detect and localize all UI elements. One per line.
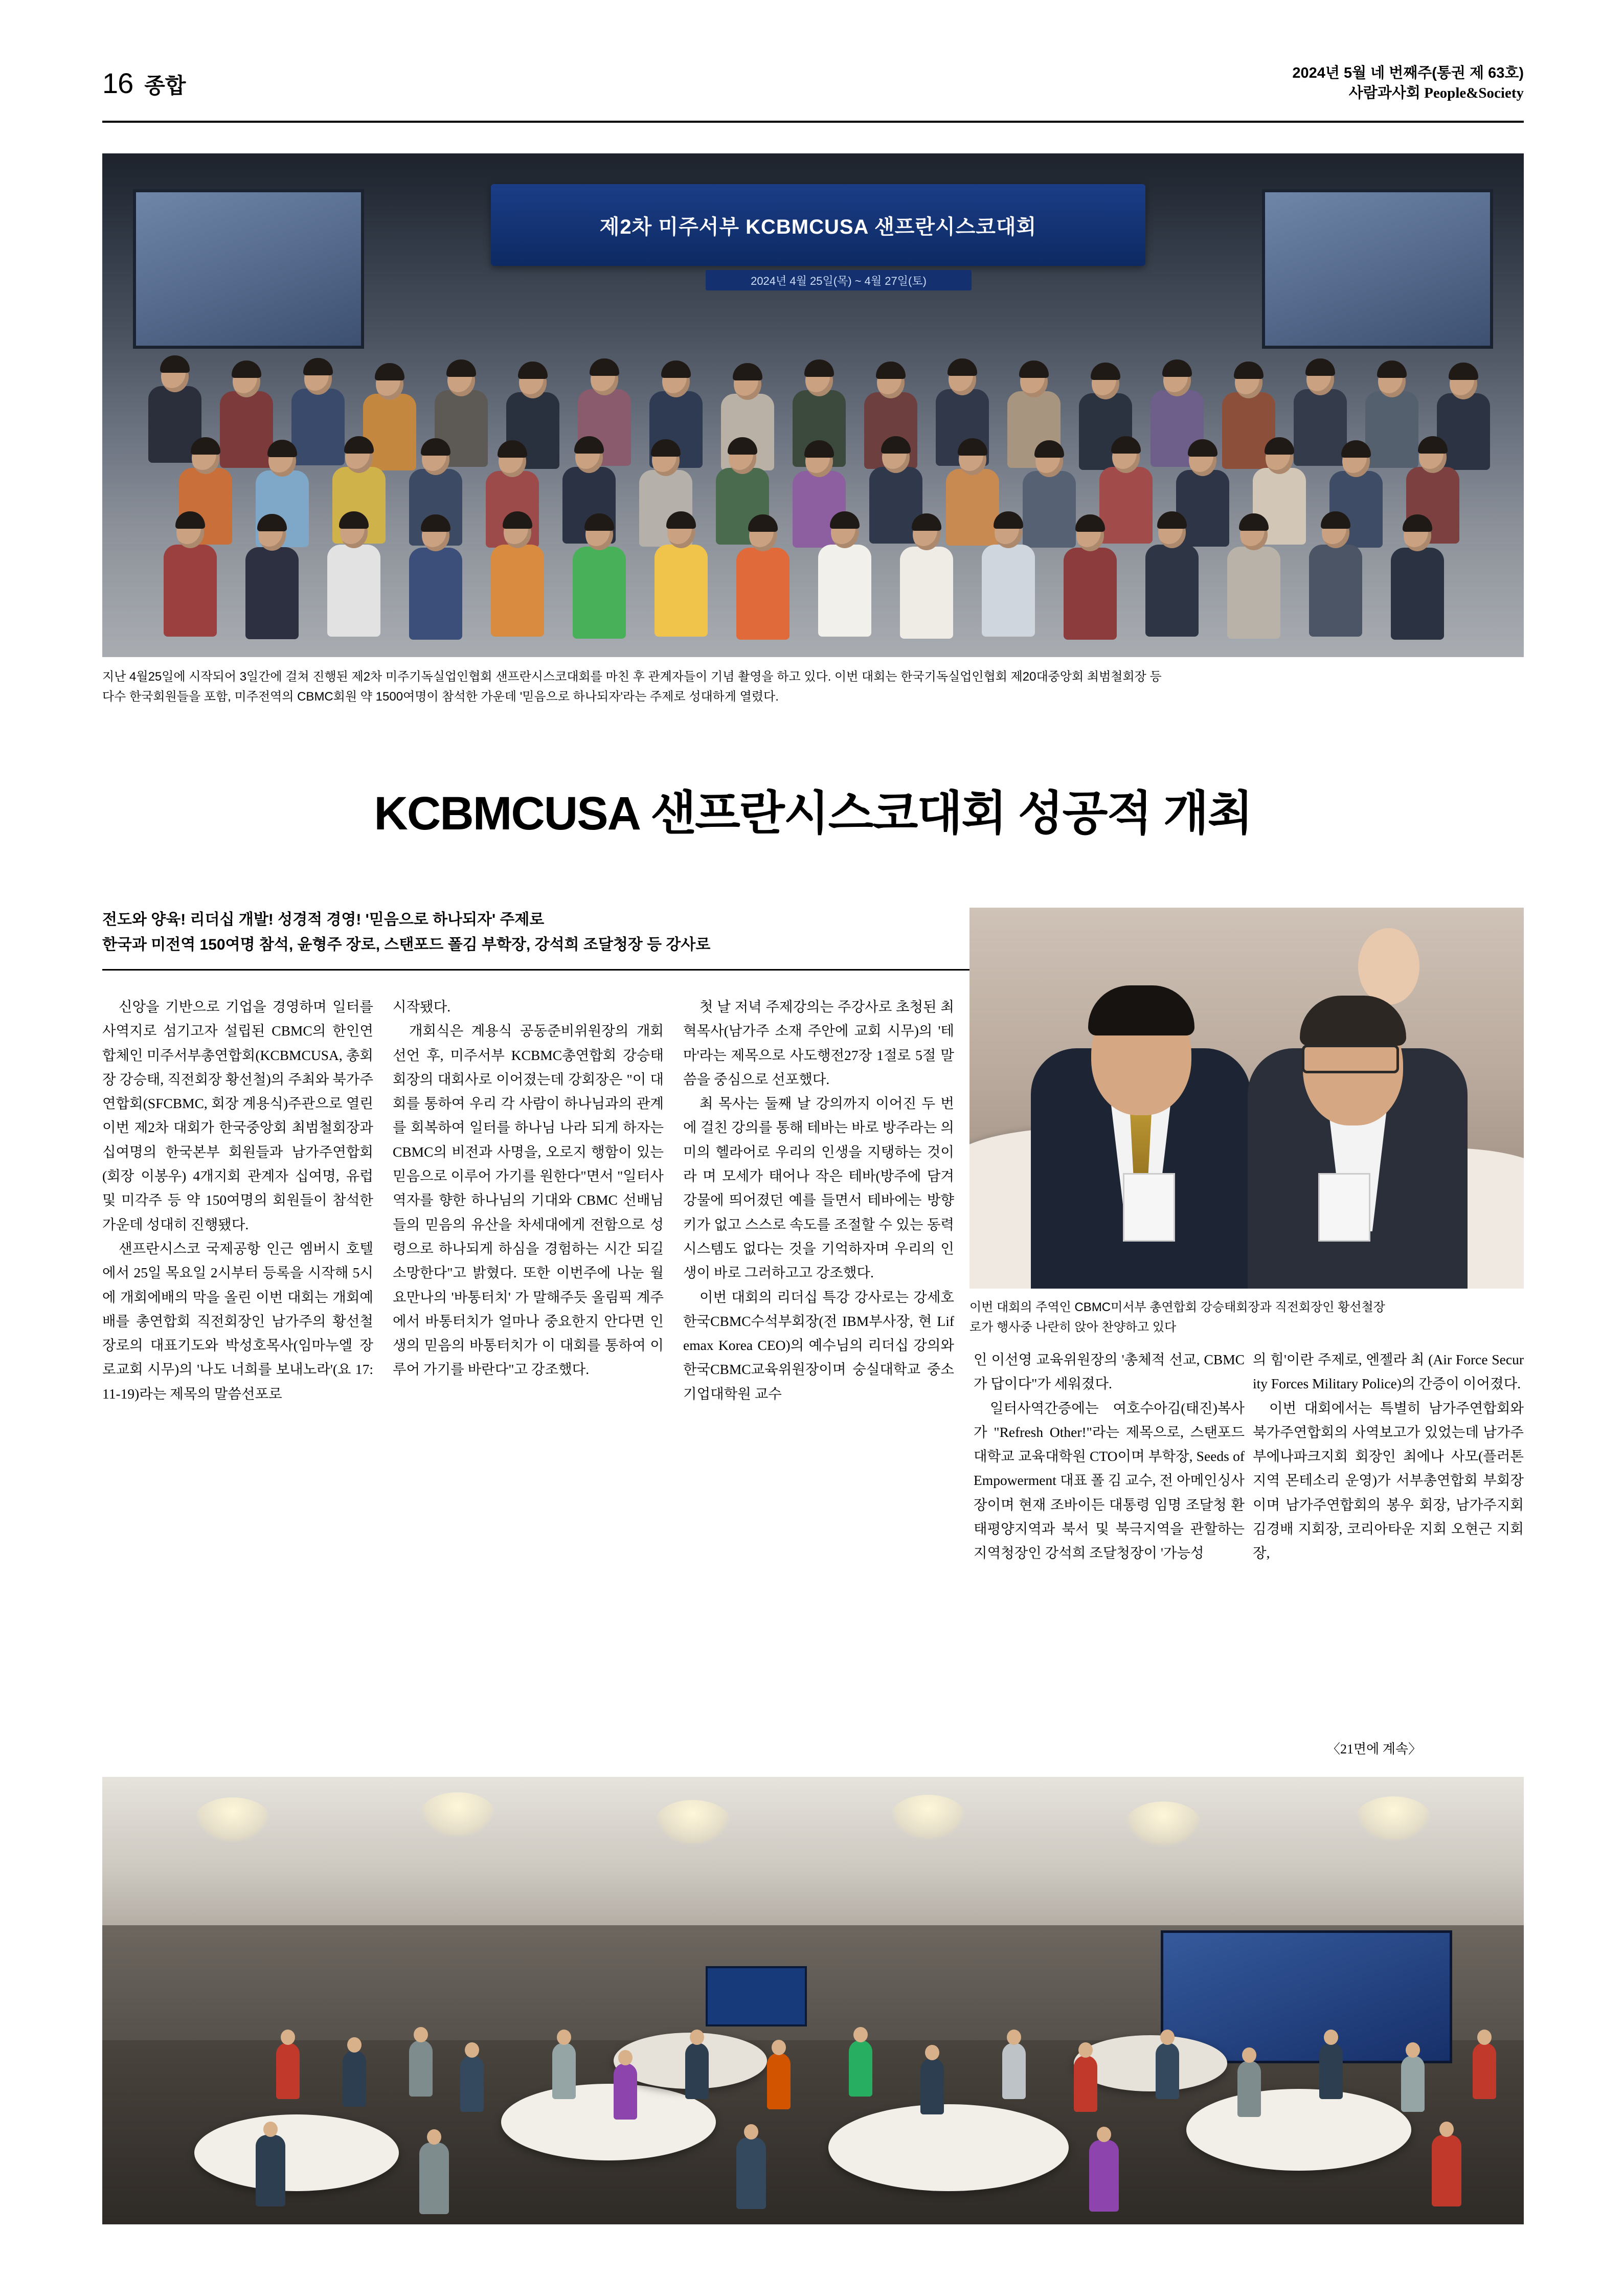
attendee bbox=[1074, 2056, 1097, 2112]
chandelier-light bbox=[1125, 1801, 1202, 1848]
body-paragraph: 인 이선영 교육위원장의 '총체적 선교, CBMC가 답이다"가 세워졌다. bbox=[974, 1352, 1245, 1392]
body-paragraph: 시작됐다. bbox=[393, 999, 451, 1015]
banquet-table bbox=[828, 2104, 1069, 2191]
attendee bbox=[343, 2051, 366, 2107]
banquet-table bbox=[501, 2084, 716, 2160]
caption-line: 이번 대회의 주역인 CBMC미서부 총연합회 강승태회장과 직전회장인 황선철장 bbox=[969, 1300, 1385, 1314]
masthead bbox=[102, 66, 1524, 112]
attendee bbox=[849, 2040, 872, 2097]
attendee bbox=[1319, 2043, 1343, 2099]
caption-line: 다수 한국회원들을 포함, 미주전역의 CBMC회원 약 1500여명이 참석한 가운데 '믿음으로 하나되자'라는 주제로 성대하게 열렸다. bbox=[102, 689, 779, 704]
body-column-4 bbox=[974, 1347, 1245, 1565]
body-paragraph: 이번 대회의 리더십 특강 강사로는 강세호 한국CBMC수석부회장(전 IBM부사장, 현 Lifemax Korea CEO)의 예수님의 리더십 강의와 한국CBMC교육위원장이며 숭실대학교 중소기업대학원 교수 bbox=[683, 1289, 954, 1402]
chandelier-light bbox=[1355, 1796, 1432, 1842]
banquet-hall-photo bbox=[102, 1777, 1524, 2224]
body-column-2 bbox=[393, 995, 664, 1382]
group-photo bbox=[102, 153, 1524, 657]
attendee bbox=[409, 2040, 433, 2097]
body-paragraph: 신앙을 기반으로 기업을 경영하며 일터를 사역지로 섬기고자 설립된 CBMC의 한인연합체인 미주서부총연합회(KCBMCUSA, 총회장 강승태, 직전회장 황선철)의 주최와 북가주연합회(SFCBMC, 회장 계용식)주관으로 열린 이번 제2차 대회가 한국중앙회 최범철회장과 십여명의 한국본부 회원들과 남가주연합회(회장 이봉우) 4개지회 관계자 십여명, 유럽 및 미각주 등 약 150여명의 회원들이 참석한 가운데 성대히 진행됐다. bbox=[102, 999, 373, 1232]
chandelier-light bbox=[194, 1797, 271, 1843]
masthead-right bbox=[1292, 63, 1524, 103]
attendee bbox=[419, 2143, 449, 2214]
page-number: 16 bbox=[102, 67, 133, 99]
attendee bbox=[276, 2043, 300, 2099]
banquet-table bbox=[194, 2114, 399, 2191]
body-paragraph: 개회식은 계용식 공동준비위원장의 개회선언 후, 미주서부 KCBMC총연합회 강승태회장의 대회사로 이어졌는데 강회장은 "이 대회를 통하여 우리 각 사람이 하나님과의 관계를 회복하여 일터를 하나님 나라 되게 하자는 CBMC의 비전과 사명을, 오로지 행함이 있는 믿음으로 이루어 가기를 원한다"면서 "일터사역자를 향한 하나님의 기대와 CBMC 선배님들의 믿음의 유산을 차세대에게 전함으로 성령으로 하나되게 하심을 경험하는 시간 되길 소망한다"고 밝혔다. 또한 이번주에 나눈 월요만나의 '바통터치' 가 말해주듯 올림픽 계주에서 바통터치가 얼마나 중요한지 안다면 인생의 믿음의 바통터치가 이 대회를 통하여 이루어 가기를 바란다"고 강조했다. bbox=[393, 1023, 664, 1378]
chandelier-light bbox=[419, 1792, 496, 1838]
body-paragraph: 샌프란시스코 국제공항 인근 엠버시 호텔에서 25일 목요일 2시부터 등록을 시작해 5시에 개회에배의 막을 올린 이번 대회는 개회예배를 총연합회 직전회장인 남가주의 황선철장로의 대표기도와 박성호목사(임마누엘 장로교회 시무)의 '나도 너희를 보내노라'(요 17:11-19)라는 제목의 말씀선포로 bbox=[102, 1240, 373, 1402]
attendee bbox=[1401, 2056, 1425, 2112]
attendee bbox=[736, 2137, 766, 2209]
monitor-screen bbox=[706, 1966, 807, 2026]
attendee bbox=[614, 2063, 637, 2120]
attendee bbox=[552, 2043, 576, 2099]
chandelier-light bbox=[890, 1795, 966, 1841]
event-banner-dates: 2024년 4월 25일(목) ~ 4월 27일(토) bbox=[706, 270, 972, 290]
attendee bbox=[1002, 2043, 1026, 2099]
chandelier-light bbox=[655, 1800, 731, 1846]
attendee bbox=[1432, 2135, 1461, 2206]
continued-note: 〈21면에 계속〉 bbox=[1327, 1742, 1422, 1756]
attendee bbox=[1156, 2043, 1179, 2099]
deck-divider bbox=[102, 969, 1002, 971]
masthead-divider bbox=[102, 121, 1524, 123]
body-paragraph: 의 힘'이란 주제로, 엔젤라 최 (Air Force Security Forces Military Police)의 간증이 이어졌다. bbox=[1253, 1352, 1524, 1392]
attendee bbox=[920, 2058, 944, 2114]
attendee bbox=[1237, 2061, 1261, 2117]
ceiling bbox=[102, 1777, 1524, 1930]
caption-line: 지난 4월25일에 시작되어 3일간에 걸쳐 진행된 제2차 미주기독실업인협회 샌프란시스코대회를 마친 후 관계자들이 기념 촬영을 하고 있다. 이번 대회는 한국기독실업인협회 제20대중앙회 최범철회장 등 bbox=[102, 670, 1162, 684]
attendee bbox=[767, 2053, 791, 2109]
attendee bbox=[256, 2135, 285, 2206]
caption-line: 로가 행사중 나란히 앉아 찬양하고 있다 bbox=[969, 1320, 1177, 1334]
section-name: 종합 bbox=[144, 74, 186, 98]
publication-name: 사람과사회 People&Society bbox=[1348, 85, 1524, 102]
attendee bbox=[1473, 2043, 1496, 2099]
body-paragraph: 최 목사는 둘째 날 강의까지 이어진 두 번에 걸친 강의를 통해 테바는 바로 방주라는 의미의 헬라어로 우리의 인생을 지탱하는 것이라 며 모세가 태어나 작은 테바(방주에 담겨 강물에 띄어졌던 예를 들면서 테바에는 방향키가 없고 스스로 속도를 조절할 수 있는 동력 시스템도 없다는 것을 기억하자며 우리의 인생이 바로 그러하고고 강조했다. bbox=[683, 1095, 954, 1281]
attendee bbox=[460, 2056, 484, 2112]
body-column-1 bbox=[102, 995, 373, 1406]
group-photo-caption bbox=[102, 667, 1524, 707]
issue-date: 2024년 5월 네 번째주(통권 제 63호) bbox=[1292, 65, 1524, 81]
article-body bbox=[102, 995, 1524, 1762]
event-banner: 제2차 미주서부 KCBMCUSA 샌프란시스코대회 bbox=[491, 184, 1145, 266]
deck-line: 한국과 미전역 150여명 참석, 윤형주 장로, 스탠포드 폴김 부학장, 강석희 조달청장 등 강사로 bbox=[102, 936, 711, 953]
background-attendee bbox=[1358, 928, 1419, 1005]
attendee bbox=[685, 2043, 709, 2099]
attendees-group bbox=[102, 304, 1524, 657]
body-column-3 bbox=[683, 995, 954, 1406]
article-deck bbox=[102, 908, 1002, 957]
body-paragraph: 첫 날 저녁 주제강의는 주강사로 초청된 최혁목사(남가주 소재 주안에 교회 시무)의 '테마'라는 제목으로 사도행전27장 1절로 5절 말씀을 중심으로 선포했다. bbox=[683, 999, 954, 1087]
body-column-5 bbox=[1253, 1347, 1524, 1565]
attendee bbox=[1089, 2140, 1119, 2212]
body-paragraph: 일터사역간증에는 여호수아김(태진)복사가 "Refresh Other!"라는 제목으로, 스탠포드대학교 교육대학원 CTO이며 부학장, Seeds of Empowerment 대표 폴 김 교수, 전 아메인싱사장이며 현재 조바이든 대통령 임명 조달청 환태평양지역과 북서 및 북극지역을 관할하는 지역청장인 강석희 조달청장이 '가능성 bbox=[974, 1400, 1245, 1561]
banquet-table bbox=[1186, 2089, 1411, 2171]
body-paragraph: 이번 대회에서는 특별히 남가주연합회와 북가주연합회의 사역보고가 있었는데 남가주부에나파크지회 회장인 최에나 사모(플러톤 지역 몬테소리 운영)가 서부총연합회 부회장이며 남가주연합회의 봉우 회장, 남가주지회 김경배 지회장, 코리아타운 지회 오현근 지회장, bbox=[1253, 1400, 1524, 1561]
masthead-left bbox=[102, 66, 186, 100]
article-headline: KCBMCUSA 샌프란시스코대회 성공적 개최 bbox=[374, 787, 1252, 840]
deck-line: 전도와 양육! 리더십 개발! 성경적 경영! '믿음으로 하나되자' 주제로 bbox=[102, 911, 545, 928]
